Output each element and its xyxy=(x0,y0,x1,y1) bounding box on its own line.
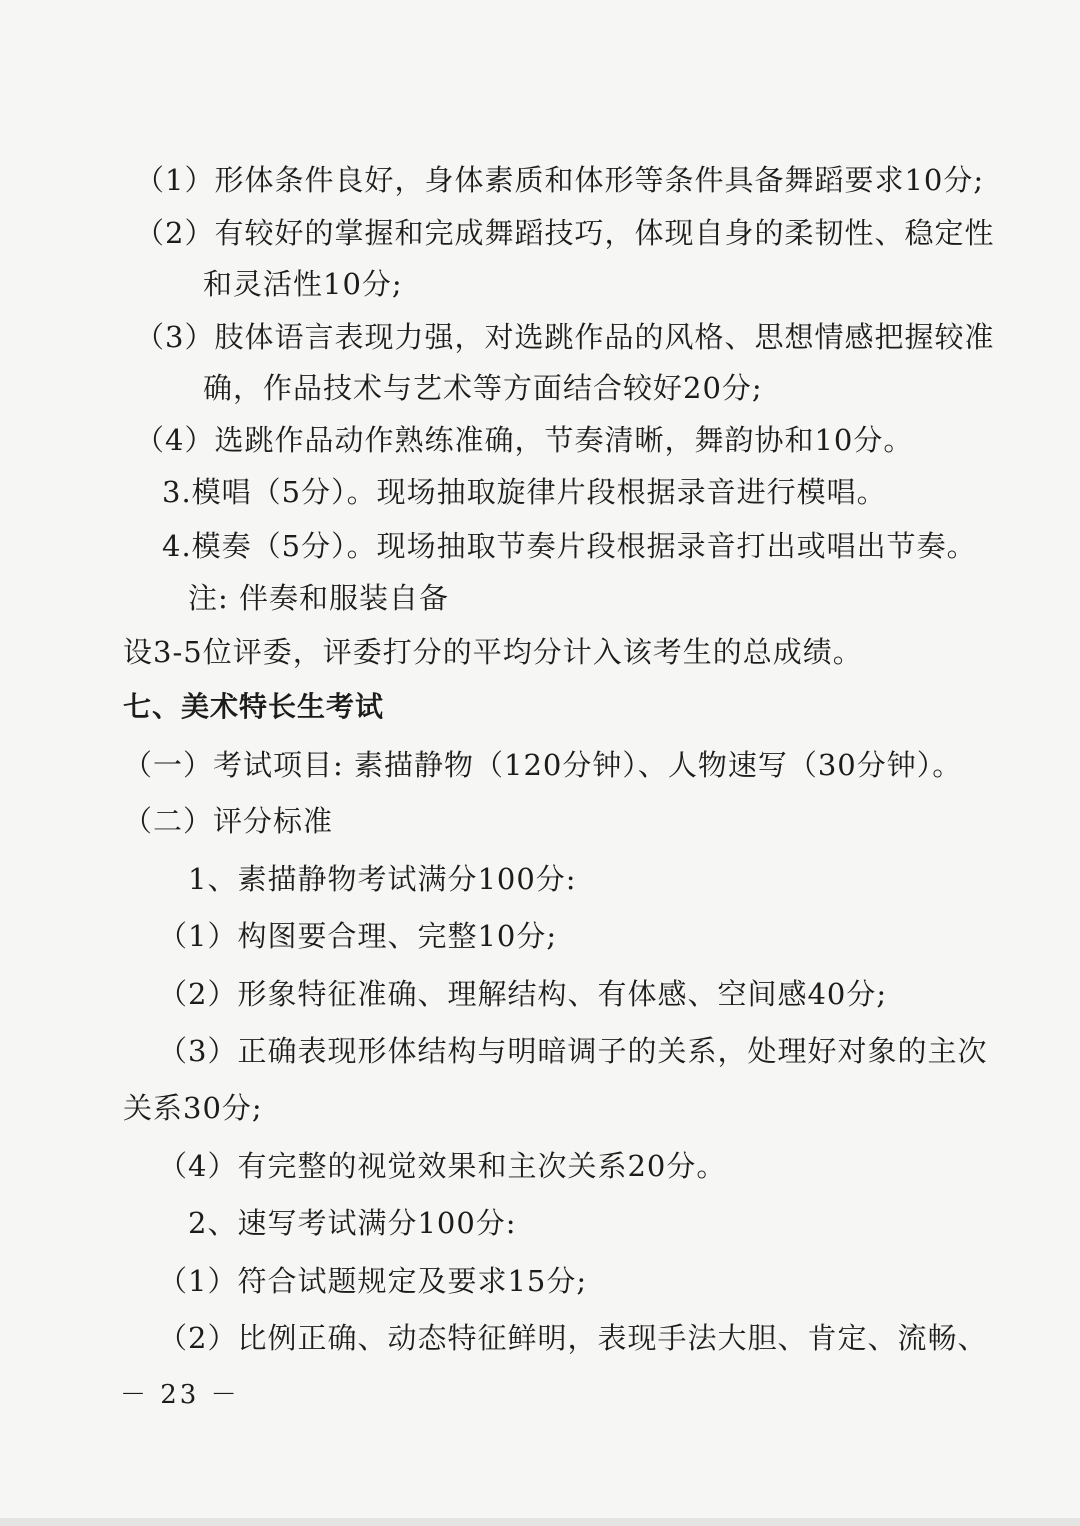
text-line-16: （2）形象特征准确、理解结构、有体感、空间感40分; xyxy=(158,977,888,1011)
text-line-14: 1、素描静物考试满分100分: xyxy=(188,862,577,896)
text-line-18: 关系30分; xyxy=(123,1091,263,1125)
text-line-15: （1）构图要合理、完整10分; xyxy=(158,919,558,953)
text-line-10: 设3-5位评委，评委打分的平均分计入该考生的总成绩。 xyxy=(123,635,863,669)
text-line-6: （4）选跳作品动作熟练准确，节奏清晰，舞韵协和10分。 xyxy=(135,423,914,457)
text-line-13: （二）评分标准 xyxy=(123,804,334,838)
text-line-17: （3）正确表现形体结构与明暗调子的关系，处理好对象的主次 xyxy=(158,1034,988,1068)
text-line-5: 确，作品技术与艺术等方面结合较好20分; xyxy=(203,371,763,405)
section-heading: 七、美术特长生考试 xyxy=(123,690,385,723)
text-line-12: （一）考试项目: 素描静物（120分钟）、人物速写（30分钟）。 xyxy=(123,748,963,782)
text-line-7: 3.模唱（5分）。现场抽取旋律片段根据录音进行模唱。 xyxy=(162,475,887,509)
text-line-2: （2）有较好的掌握和完成舞蹈技巧，体现自身的柔韧性、稳定性 xyxy=(135,216,995,250)
text-line-20: 2、速写考试满分100分: xyxy=(188,1206,517,1240)
text-line-1: （1）形体条件良好，身体素质和体形等条件具备舞蹈要求10分; xyxy=(135,163,985,197)
text-line-9: 注: 伴奏和服装自备 xyxy=(188,581,449,615)
page-number: － 23 － xyxy=(120,1380,240,1410)
text-line-8: 4.模奏（5分）。现场抽取节奏片段根据录音打出或唱出节奏。 xyxy=(162,529,977,563)
text-line-21: （1）符合试题规定及要求15分; xyxy=(158,1264,588,1298)
text-line-19: （4）有完整的视觉效果和主次关系20分。 xyxy=(158,1149,727,1183)
scan-edge xyxy=(0,1518,1080,1526)
text-line-3: 和灵活性10分; xyxy=(203,267,403,301)
text-line-4: （3）肢体语言表现力强，对选跳作品的风格、思想情感把握较准 xyxy=(135,320,995,354)
text-line-22: （2）比例正确、动态特征鲜明，表现手法大胆、肯定、流畅、 xyxy=(158,1321,988,1355)
